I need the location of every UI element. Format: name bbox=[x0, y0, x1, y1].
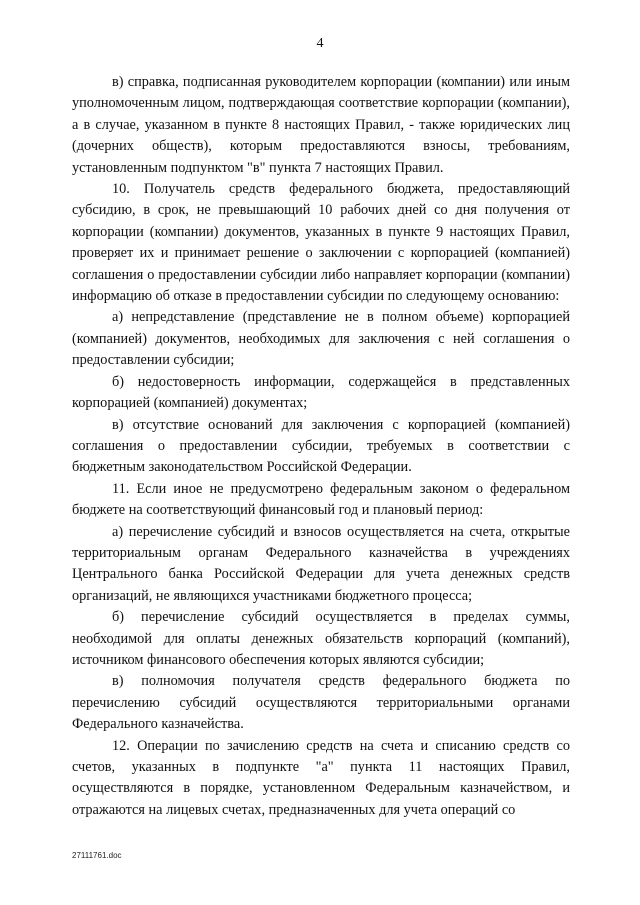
paragraph-11: 11. Если иное не предусмотрено федеральным законом о федеральном бюджете на соответствующий финансовый год и плановый период: bbox=[72, 480, 570, 519]
paragraph-10a: а) непредставление (представление не в полном объеме) корпорацией (компанией) документов, необходимых для заключения с ней соглашения о предоставлении субсидии; bbox=[72, 309, 570, 369]
footer-file-code: 27111761.doc bbox=[72, 851, 122, 860]
paragraph-12: 12. Операции по зачислению средств на счета и списанию средств со счетов, указанных в подпункте "а" пункта 11 настоящих Правил, осуществляются в порядке, установленном Федеральным казначейством, и отражаются на лицевых счетах, предназначенных для учета операций со bbox=[72, 737, 570, 818]
paragraph-11b: б) перечисление субсидий осуществляется в пределах суммы, необходимой для оплаты денежных обязательств корпораций (компаний), источником финансового обеспечения которых являются субсидии; bbox=[72, 609, 570, 668]
paragraph-10b: б) недостоверность информации, содержащейся в представленных корпорацией (компанией) документах; bbox=[72, 373, 570, 412]
paragraph-11a: а) перечисление субсидий и взносов осуществляется на счета, открытые территориальным органам Федерального казначейства в учреждениях Центрального банка Российской Федерации для учета денежных средств организаций, не являющихся участниками бюджетного процесса; bbox=[72, 523, 570, 604]
paragraph-9v: в) справка, подписанная руководителем корпорации (компании) или иным уполномоченным лицом, подтверждающая соответствие корпорации (компании), а в случае, указанном в пункте 8 настоящих Правил, - также юридических лиц (дочерних обществ), которым предоставляются взносы, требованиям, установленным подпунктом "в" пункта 7 настоящих Правил. bbox=[72, 74, 570, 176]
page-number: 4 bbox=[316, 36, 324, 51]
paragraph-11v: в) полномочия получателя средств федерального бюджета по перечислению субсидий осуществляются территориальными органами Федерального казначейства. bbox=[72, 673, 570, 733]
document-body bbox=[72, 72, 570, 821]
paragraph-10v: в) отсутствие оснований для заключения с корпорацией (компанией) соглашения о предоставлении субсидии, требуемых в соответствии с бюджетным законодательством Российской Федерации. bbox=[72, 416, 570, 476]
paragraph-10: 10. Получатель средств федерального бюджета, предоставляющий субсидию, в срок, не превышающий 10 рабочих дней со дня получения от корпорации (компании) документов, указанных в пункте 9 настоящих Правил, проверяет их и принимает решение о заключении с корпорацией (компанией) соглашения о предоставлении субсидии либо направляет корпорации (компании) информацию об отказе в предоставлении субсидии по следующему основанию: bbox=[72, 181, 570, 305]
